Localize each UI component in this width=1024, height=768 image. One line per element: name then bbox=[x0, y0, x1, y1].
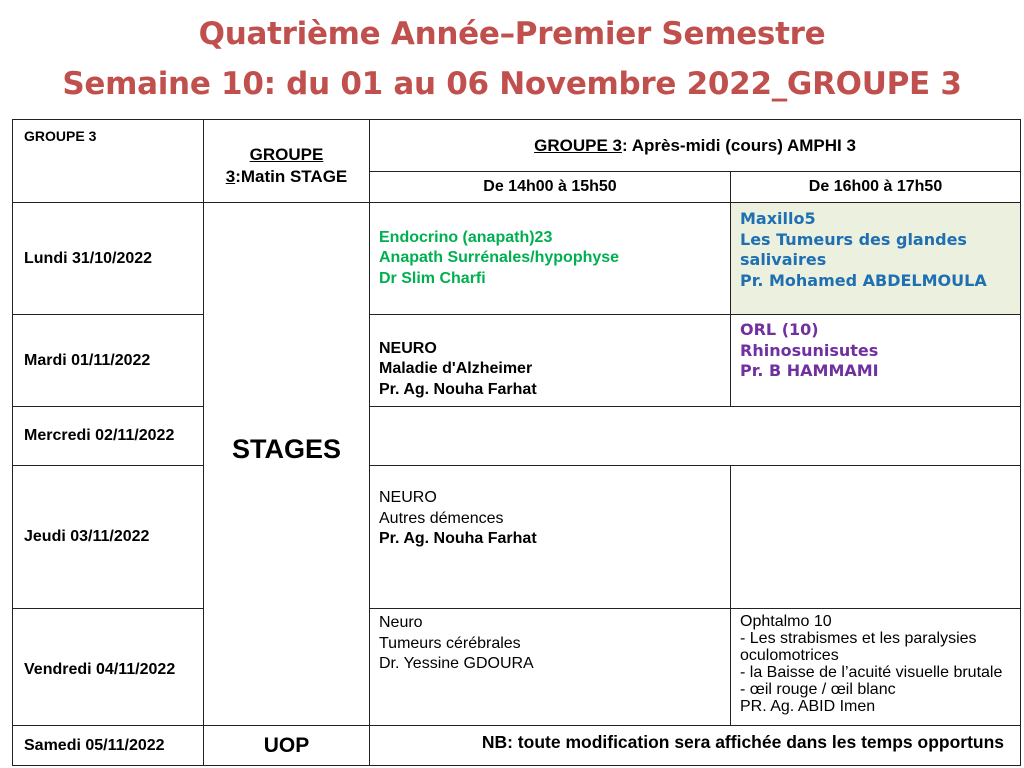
course-topic: - la Baisse de l’acuité visuelle brutale bbox=[740, 664, 1003, 681]
row-saturday bbox=[13, 726, 1021, 766]
slot2-header: De 16h00 à 17h50 bbox=[731, 172, 1021, 203]
morning-prefix: GROUPE bbox=[249, 145, 324, 164]
row-wednesday bbox=[13, 407, 1021, 466]
course-topic: - Les strabismes et les paralysies bbox=[740, 630, 977, 647]
stages-cell bbox=[204, 203, 370, 726]
morning-suffix: :Matin STAGE bbox=[235, 167, 348, 186]
course-teacher: Pr. Mohamed ABDELMOULA bbox=[740, 270, 987, 290]
row-friday bbox=[13, 609, 1021, 726]
course-teacher: PR. Ag. ABID Imen bbox=[740, 698, 876, 715]
group-label: GROUPE 3 bbox=[24, 128, 97, 144]
course-title: Maxillo5 bbox=[740, 209, 816, 228]
row-thursday bbox=[13, 466, 1021, 609]
wednesday-empty-cell bbox=[370, 407, 1021, 466]
afternoon-rest: : Après-midi (cours) AMPHI 3 bbox=[621, 135, 856, 155]
thursday-slot2-empty bbox=[731, 466, 1021, 609]
course-title: Endocrino (anapath)23 bbox=[379, 228, 553, 246]
day-wednesday: Mercredi 02/11/2022 bbox=[13, 407, 204, 466]
day-thursday: Jeudi 03/11/2022 bbox=[13, 466, 204, 609]
course-tuesday-slot1 bbox=[370, 315, 731, 407]
course-topic: Rhinosunisutes bbox=[740, 340, 879, 360]
day-monday: Lundi 31/10/2022 bbox=[13, 203, 204, 315]
course-teacher: Dr Slim Charfi bbox=[379, 269, 486, 287]
course-teacher: Pr. Ag. Nouha Farhat bbox=[379, 530, 537, 547]
morning-header-cell bbox=[204, 120, 370, 203]
afternoon-header-cell bbox=[370, 120, 1021, 172]
header-row bbox=[13, 120, 1021, 172]
course-topic: Maladie d'Alzheimer bbox=[379, 360, 533, 378]
course-friday-slot1 bbox=[370, 609, 731, 726]
page-subtitle: Semaine 10: du 01 au 06 Novembre 2022_GROUPE 3 bbox=[62, 66, 962, 102]
slot1-header: De 14h00 à 15h50 bbox=[370, 172, 731, 203]
course-title: NEURO bbox=[379, 489, 437, 506]
row-tuesday bbox=[13, 315, 1021, 407]
afternoon-group: GROUPE 3 bbox=[534, 135, 622, 155]
schedule-table bbox=[12, 119, 1021, 766]
course-topic: Autres démences bbox=[379, 509, 504, 527]
day-friday: Vendredi 04/11/2022 bbox=[13, 609, 204, 726]
course-title: ORL (10) bbox=[740, 320, 819, 339]
day-saturday: Samedi 05/11/2022 bbox=[13, 726, 204, 766]
course-title: NEURO bbox=[379, 339, 437, 357]
course-topic: Les Tumeurs des glandes salivaires bbox=[740, 229, 967, 269]
course-thursday-slot1 bbox=[370, 466, 731, 609]
page-title: Quatrième Année–Premier Semestre bbox=[198, 16, 826, 52]
course-topic: Tumeurs cérébrales bbox=[379, 634, 521, 652]
course-monday-slot2 bbox=[731, 203, 1021, 315]
note-cell: NB: toute modification sera affichée dans les temps opportuns bbox=[370, 726, 1021, 766]
stages-label: STAGES bbox=[231, 433, 341, 464]
course-topic: Anapath Surrénales/hypophyse bbox=[379, 249, 620, 267]
course-friday-slot2 bbox=[731, 609, 1021, 726]
uop-cell: UOP bbox=[204, 726, 370, 766]
morning-line bbox=[204, 167, 369, 187]
group-header-cell bbox=[13, 120, 204, 203]
course-topic: oculomotrices bbox=[740, 647, 839, 664]
course-title: Ophtalmo 10 bbox=[740, 613, 832, 630]
day-tuesday: Mardi 01/11/2022 bbox=[13, 315, 204, 407]
course-tuesday-slot2 bbox=[731, 315, 1021, 407]
course-teacher: Dr. Yessine GDOURA bbox=[379, 655, 534, 672]
row-monday bbox=[13, 203, 1021, 315]
morning-num: 3 bbox=[225, 167, 236, 186]
course-topic: - œil rouge / œil blanc bbox=[740, 681, 896, 698]
course-monday-slot1 bbox=[370, 203, 731, 315]
course-teacher: Pr. B HAMMAMI bbox=[740, 361, 879, 380]
course-teacher: Pr. Ag. Nouha Farhat bbox=[379, 380, 537, 398]
course-title: Neuro bbox=[379, 614, 423, 631]
